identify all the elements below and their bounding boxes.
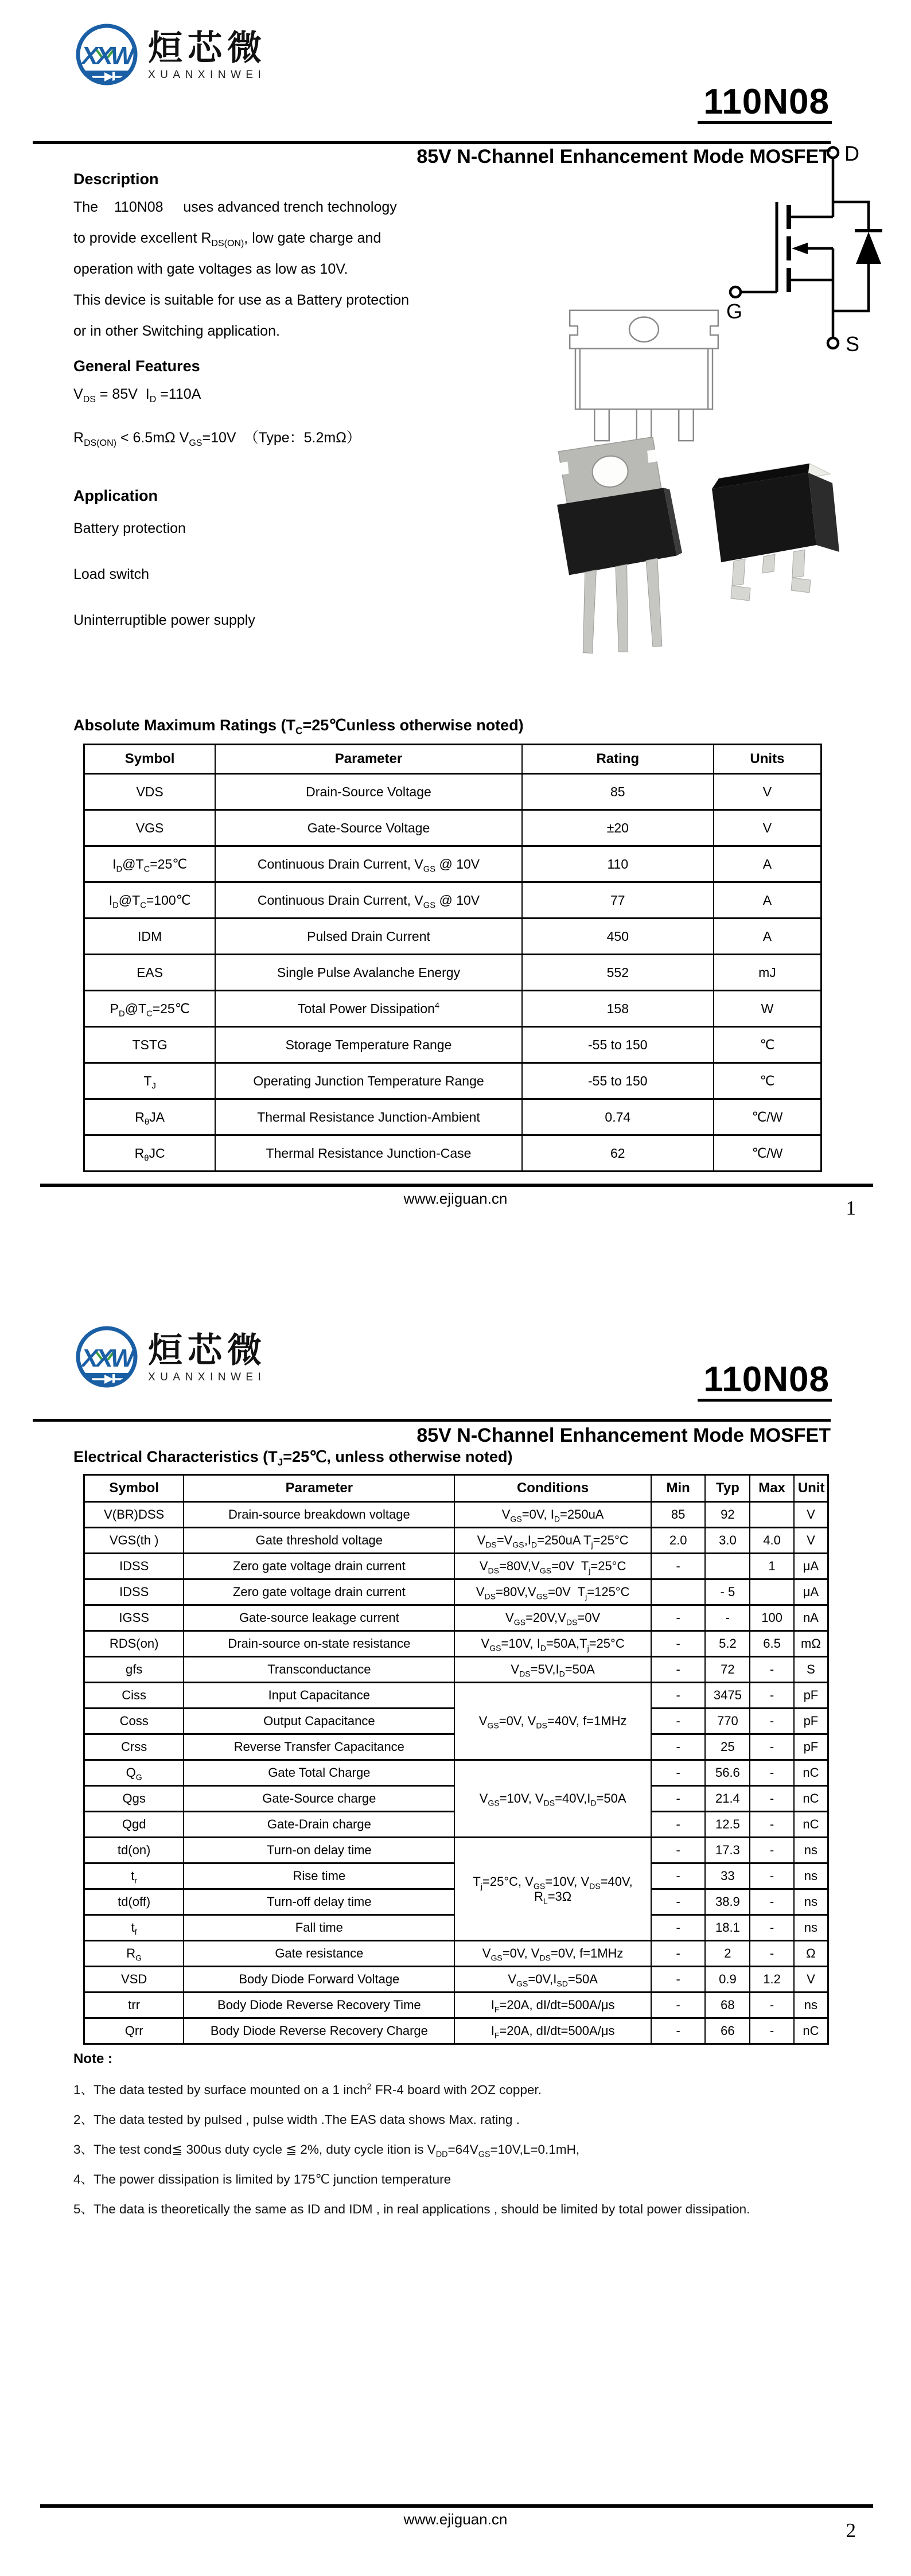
table-row	[84, 1605, 828, 1631]
table-row	[84, 1135, 822, 1172]
table-cell: Qgd	[84, 1812, 184, 1838]
electrical-characteristics-section	[73, 1447, 832, 2045]
column-header: Units	[714, 745, 822, 774]
table-cell: ns	[794, 1863, 828, 1889]
abs-max-table	[83, 744, 822, 1172]
table-row	[84, 1838, 828, 1863]
application-item: Uninterruptible power supply	[73, 612, 255, 628]
table-cell: -	[750, 1657, 794, 1683]
table-cell: -	[750, 1993, 794, 2018]
to220-package-photo	[542, 437, 683, 658]
table-cell: trr	[84, 1993, 184, 2018]
footer-rule	[40, 1184, 873, 1187]
mosfet-symbol-diagram	[724, 145, 896, 374]
table-cell: 158	[522, 991, 714, 1027]
table-cell: V	[794, 1528, 828, 1554]
table-cell: $V_{GS}=10V$, $I_D=50A,T_j=25^\circ C$	[454, 1631, 651, 1657]
abs-max-section	[73, 716, 832, 1172]
table-cell: 33	[705, 1863, 750, 1889]
table-row	[84, 1579, 828, 1605]
table-row	[84, 1063, 822, 1099]
table-cell: Reverse Transfer Capacitance	[184, 1734, 454, 1760]
table-cell: 21.4	[705, 1786, 750, 1812]
table-cell: Gate-Source Voltage	[215, 810, 522, 846]
table-cell: 0.74	[522, 1099, 714, 1135]
table-cell: -	[651, 1915, 706, 1941]
table-row	[84, 1099, 822, 1135]
table-cell: 56.6	[705, 1760, 750, 1786]
table-cell: V	[714, 810, 822, 846]
table-row	[84, 991, 822, 1027]
table-cell: Turn-on delay time	[184, 1838, 454, 1863]
logo-company-name-en: XUANXINWEI	[148, 1371, 266, 1383]
table-cell: $Q_G$	[84, 1760, 184, 1786]
table-cell: 5.2	[705, 1631, 750, 1657]
table-cell: Ciss	[84, 1683, 184, 1709]
table-cell: nC	[794, 1812, 828, 1838]
table-cell: Operating Junction Temperature Range	[215, 1063, 522, 1099]
table-cell: 17.3	[705, 1838, 750, 1863]
table-cell: IGSS	[84, 1605, 184, 1631]
intro-column	[73, 170, 498, 649]
table-cell: pF	[794, 1709, 828, 1734]
table-row	[84, 955, 822, 991]
table-cell: $V_{DS}=5V,I_D=50A$	[454, 1657, 651, 1683]
table-cell: Ω	[794, 1941, 828, 1967]
table-row	[84, 919, 822, 955]
table-cell: $V_{GS}=0V,I_{SD}=50A$	[454, 1967, 651, 1993]
table-cell: -	[750, 1941, 794, 1967]
xxw-logo-icon	[72, 1322, 141, 1392]
description-line: or in other Switching application.	[73, 323, 280, 339]
table-cell: -	[651, 2018, 706, 2044]
table-cell: ℃	[714, 1063, 822, 1099]
table-cell: 66	[705, 2018, 750, 2044]
table-cell: td(off)	[84, 1889, 184, 1915]
table-cell: -	[651, 1838, 706, 1863]
table-cell: $V_{GS}=0V$, $V_{DS}=40V$, f=1MHz	[454, 1683, 651, 1760]
table-cell: $R_\theta JA$	[84, 1099, 216, 1135]
table-cell: $V_{GS}=10V$, $V_{DS}=40V,I_D=50A$	[454, 1760, 651, 1838]
table-cell: -	[651, 1941, 706, 1967]
table-cell: VSD	[84, 1967, 184, 1993]
table-row	[84, 1657, 828, 1683]
table-cell: $P_D@T_C=25℃$	[84, 991, 216, 1027]
page-number: 1	[846, 1197, 856, 1219]
header-rule	[33, 1419, 831, 1422]
table-cell: -	[750, 1838, 794, 1863]
table-cell: 77	[522, 882, 714, 919]
column-header: Parameter	[215, 745, 522, 774]
header-rule	[33, 141, 831, 144]
table-cell: V	[794, 1502, 828, 1528]
table-cell: 770	[705, 1709, 750, 1734]
table-cell: $V_{DS}=V_{GS},I_D=250uA$ $T_j=25^\circ C$	[454, 1528, 651, 1554]
table-cell: Thermal Resistance Junction-Ambient	[215, 1099, 522, 1135]
column-header: Conditions	[454, 1475, 651, 1502]
table-cell: $V_{DS}=80V,V_{GS}=0V$ $T_j=125^\circ C$	[454, 1579, 651, 1605]
table-row	[84, 1967, 828, 1993]
table-cell: 12.5	[705, 1812, 750, 1838]
column-header: Symbol	[84, 745, 216, 774]
table-cell: -	[651, 1760, 706, 1786]
table-cell: -55 to 150	[522, 1063, 714, 1099]
column-header: Parameter	[184, 1475, 454, 1502]
table-cell	[705, 1554, 750, 1579]
abs-max-heading: Absolute Maximum Ratings ($T_C=25℃unless$ otherwise noted)	[73, 717, 524, 737]
table-cell: -	[750, 1889, 794, 1915]
table-cell: Continuous Drain Current, $V_{GS}$ @ 10V	[215, 846, 522, 882]
table-cell: Drain-source on-state resistance	[184, 1631, 454, 1657]
table-cell: Drain-source breakdown voltage	[184, 1502, 454, 1528]
table-cell: Gate-Source charge	[184, 1786, 454, 1812]
table-cell: 552	[522, 955, 714, 991]
table-cell: $V_{GS}=20V,V_{DS}=0V$	[454, 1605, 651, 1631]
table-cell: gfs	[84, 1657, 184, 1683]
table-cell	[750, 1502, 794, 1528]
table-cell: -	[651, 1786, 706, 1812]
d2pak-package-photo	[686, 449, 849, 606]
description-line: This device is suitable for use as a Battery protection	[73, 292, 410, 308]
xxw-logo-icon	[72, 20, 141, 90]
table-cell: Body Diode Forward Voltage	[184, 1967, 454, 1993]
table-cell: Continuous Drain Current, $V_{GS}$ @ 10V	[215, 882, 522, 919]
table-cell: IDM	[84, 919, 216, 955]
product-number: 110N08	[698, 1361, 832, 1402]
table-cell: μA	[794, 1579, 828, 1605]
table-cell: 92	[705, 1502, 750, 1528]
table-cell: 62	[522, 1135, 714, 1172]
table-cell: ns	[794, 1993, 828, 2018]
table-cell: $I_D@T_C=25℃$	[84, 846, 216, 882]
product-number: 110N08	[698, 84, 832, 124]
table-cell: W	[714, 991, 822, 1027]
table-cell: 18.1	[705, 1915, 750, 1941]
table-cell: mΩ	[794, 1631, 828, 1657]
column-header: Rating	[522, 745, 714, 774]
table-cell: ℃/W	[714, 1135, 822, 1172]
column-header: Min	[651, 1475, 706, 1502]
table-cell: -	[651, 1631, 706, 1657]
table-cell: $T_J$	[84, 1063, 216, 1099]
column-header: Max	[750, 1475, 794, 1502]
table-cell: -	[750, 1915, 794, 1941]
table-cell: Output Capacitance	[184, 1709, 454, 1734]
table-row	[84, 1993, 828, 2018]
general-features-list	[73, 379, 498, 466]
note-item: 3、The test cond≦ 300us duty cycle ≦ 2%, duty cycle ition is $V_{DD}=64V_{GS}=10V,L=0.1mH$,	[73, 2142, 580, 2159]
note-item: 1、The data tested by surface mounted on a 1 inch$^2$ FR-4 board with 2OZ copper.	[73, 2082, 542, 2097]
table-cell: 1.2	[750, 1967, 794, 1993]
logo-company-name-cn: 烜芯微	[148, 29, 267, 67]
elec-heading: Electrical Characteristics ($T_J=25℃$, unless otherwise noted)	[73, 1448, 513, 1468]
table-row	[84, 882, 822, 919]
terminal-label-source: S	[846, 332, 860, 356]
table-cell: ns	[794, 1838, 828, 1863]
notes-list	[73, 2075, 836, 2224]
table-cell: nC	[794, 1760, 828, 1786]
table-row	[84, 1941, 828, 1967]
table-cell	[750, 1579, 794, 1605]
table-cell: 3475	[705, 1683, 750, 1709]
table-cell: Body Diode Reverse Recovery Time	[184, 1993, 454, 2018]
table-cell: -	[750, 1760, 794, 1786]
table-cell: Qrr	[84, 2018, 184, 2044]
table-cell: nC	[794, 1786, 828, 1812]
table-cell: Pulsed Drain Current	[215, 919, 522, 955]
table-cell: Fall time	[184, 1915, 454, 1941]
table-cell: -	[750, 1683, 794, 1709]
table-cell: VDS	[84, 774, 216, 810]
notes-heading: Note :	[73, 2051, 112, 2067]
table-cell: -	[651, 1967, 706, 1993]
logo-company-name-en: XUANXINWEI	[148, 69, 266, 81]
table-cell: -	[651, 1554, 706, 1579]
table-cell	[651, 1579, 706, 1605]
table-cell: $R_\theta JC$	[84, 1135, 216, 1172]
table-cell: -	[750, 2018, 794, 2044]
table-cell: $R_G$	[84, 1941, 184, 1967]
table-row	[84, 1528, 828, 1554]
application-item: Load switch	[73, 566, 150, 582]
table-cell: Thermal Resistance Junction-Case	[215, 1135, 522, 1172]
table-cell: Gate-source leakage current	[184, 1605, 454, 1631]
column-header: Unit	[794, 1475, 828, 1502]
logo-company-name-cn: 烜芯微	[148, 1331, 267, 1369]
table-cell: nA	[794, 1605, 828, 1631]
table-cell: IDSS	[84, 1554, 184, 1579]
table-cell: 450	[522, 919, 714, 955]
table-row	[84, 846, 822, 882]
table-cell: 25	[705, 1734, 750, 1760]
table-cell: Turn-off delay time	[184, 1889, 454, 1915]
column-header: Symbol	[84, 1475, 184, 1502]
table-row	[84, 810, 822, 846]
table-cell: pF	[794, 1683, 828, 1709]
table-cell: -	[750, 1709, 794, 1734]
table-cell: $t_f$	[84, 1915, 184, 1941]
table-cell: V	[794, 1967, 828, 1993]
table-header-row	[84, 1475, 828, 1502]
table-row	[84, 1683, 828, 1709]
footer-url: www.ejiguan.cn	[403, 2511, 508, 2528]
table-cell: -	[651, 1812, 706, 1838]
terminal-label-drain: D	[844, 145, 859, 165]
footer-url: www.ejiguan.cn	[403, 1190, 508, 1207]
table-cell: Gate resistance	[184, 1941, 454, 1967]
general-features-heading: General Features	[73, 357, 200, 375]
table-cell: 3.0	[705, 1528, 750, 1554]
table-cell: A	[714, 882, 822, 919]
table-cell: 100	[750, 1605, 794, 1631]
terminal-label-gate: G	[726, 299, 743, 323]
package-outline-drawing	[559, 307, 729, 445]
page-subtitle: 85V N-Channel Enhancement Mode MOSFET	[416, 146, 831, 168]
table-cell: Gate threshold voltage	[184, 1528, 454, 1554]
description-line: operation with gate voltages as low as 10V.	[73, 261, 348, 277]
table-cell: $I_F=20A$, dI/dt=500A/μs	[454, 1993, 651, 2018]
table-cell: $V_{GS}=0V$, $V_{DS}=0V$, f=1MHz	[454, 1941, 651, 1967]
table-cell: ns	[794, 1915, 828, 1941]
note-item: 5、The data is theoretically the same as ID and IDM , in real applications , should be limited by total power dissipation.	[73, 2202, 750, 2216]
table-cell: 110	[522, 846, 714, 882]
description-text	[73, 199, 498, 353]
table-cell: -	[750, 1863, 794, 1889]
table-cell: $I_D@T_C=100℃$	[84, 882, 216, 919]
notes-section	[73, 2051, 836, 2224]
table-cell: Total Power Dissipation$^4$	[215, 991, 522, 1027]
application-list	[73, 512, 498, 649]
table-cell: TSTG	[84, 1027, 216, 1063]
table-cell: Storage Temperature Range	[215, 1027, 522, 1063]
description-line: The 110N08 uses advanced trench technology	[73, 199, 397, 215]
feature-item: $R_{DS(ON)} < 6.5m\Omega$ $V_{GS}=10V$ （Type：5.2mΩ）	[73, 430, 361, 448]
table-cell: -	[750, 1786, 794, 1812]
company-logo	[72, 1322, 267, 1392]
table-cell: RDS(on)	[84, 1631, 184, 1657]
table-cell: VGS(th )	[84, 1528, 184, 1554]
company-logo	[72, 20, 267, 90]
table-cell: -	[651, 1734, 706, 1760]
table-cell: 4.0	[750, 1528, 794, 1554]
note-item: 2、The data tested by pulsed , pulse width .The EAS data shows Max. rating .	[73, 2112, 520, 2127]
table-row	[84, 2018, 828, 2044]
table-cell: td(on)	[84, 1838, 184, 1863]
table-row	[84, 1027, 822, 1063]
table-cell: Drain-Source Voltage	[215, 774, 522, 810]
footer-rule	[40, 2504, 873, 2508]
table-cell: V	[714, 774, 822, 810]
table-cell: 72	[705, 1657, 750, 1683]
table-cell: - 5	[705, 1579, 750, 1605]
elec-table	[83, 1474, 829, 2045]
column-header: Typ	[705, 1475, 750, 1502]
table-cell: -	[651, 1683, 706, 1709]
table-cell: pF	[794, 1734, 828, 1760]
table-cell: Single Pulse Avalanche Energy	[215, 955, 522, 991]
datasheet-page-2	[0, 1288, 911, 2576]
table-cell: 6.5	[750, 1631, 794, 1657]
table-cell: -	[651, 1889, 706, 1915]
table-cell: 2.0	[651, 1528, 706, 1554]
table-cell: Coss	[84, 1709, 184, 1734]
table-cell: -	[651, 1709, 706, 1734]
table-cell: 68	[705, 1993, 750, 2018]
table-cell: -	[750, 1734, 794, 1760]
table-cell: Body Diode Reverse Recovery Charge	[184, 2018, 454, 2044]
application-heading: Application	[73, 487, 158, 504]
table-cell: 0.9	[705, 1967, 750, 1993]
table-cell: Zero gate voltage drain current	[184, 1579, 454, 1605]
table-cell: EAS	[84, 955, 216, 991]
table-cell: -	[651, 1657, 706, 1683]
table-cell: Gate-Drain charge	[184, 1812, 454, 1838]
table-cell: Input Capacitance	[184, 1683, 454, 1709]
table-cell: $t_r$	[84, 1863, 184, 1889]
table-cell: Gate Total Charge	[184, 1760, 454, 1786]
table-cell: $V_{DS}=80V,V_{GS}=0V$ $T_j=25^\circ C$	[454, 1554, 651, 1579]
table-cell: ℃/W	[714, 1099, 822, 1135]
application-item: Battery protection	[73, 520, 186, 536]
table-cell: nC	[794, 2018, 828, 2044]
table-row	[84, 1502, 828, 1528]
table-row	[84, 1760, 828, 1786]
logo-monogram: XXW	[81, 42, 133, 70]
table-cell: μA	[794, 1554, 828, 1579]
table-cell: VGS	[84, 810, 216, 846]
table-cell: -	[705, 1605, 750, 1631]
table-cell: Crss	[84, 1734, 184, 1760]
table-cell: ℃	[714, 1027, 822, 1063]
table-cell: S	[794, 1657, 828, 1683]
table-row	[84, 1631, 828, 1657]
table-cell: $T_j=25^\circ C$, $V_{GS}=10V$, $V_{DS}=40V$, $R_L=3\Omega$	[454, 1838, 651, 1941]
description-heading: Description	[73, 170, 159, 188]
table-cell: 1	[750, 1554, 794, 1579]
table-cell: V(BR)DSS	[84, 1502, 184, 1528]
table-cell: ns	[794, 1889, 828, 1915]
table-cell: IDSS	[84, 1579, 184, 1605]
table-cell: 38.9	[705, 1889, 750, 1915]
table-cell: ±20	[522, 810, 714, 846]
table-cell: Rise time	[184, 1863, 454, 1889]
table-row	[84, 774, 822, 810]
note-item: 4、The power dissipation is limited by 175℃ junction temperature	[73, 2172, 451, 2186]
table-cell: A	[714, 919, 822, 955]
table-header-row	[84, 745, 822, 774]
table-cell: Zero gate voltage drain current	[184, 1554, 454, 1579]
table-cell: A	[714, 846, 822, 882]
table-cell: 85	[522, 774, 714, 810]
table-cell: Transconductance	[184, 1657, 454, 1683]
feature-item: $V_{DS} = 85V$ $I_D =110A$	[73, 386, 201, 404]
table-cell: -	[750, 1812, 794, 1838]
description-line: to provide excellent $R_{DS(ON)}$, low gate charge and	[73, 230, 381, 248]
logo-monogram: XXW	[81, 1344, 133, 1372]
table-cell: -55 to 150	[522, 1027, 714, 1063]
table-cell: $V_{GS}=0V$, $I_D=250uA$	[454, 1502, 651, 1528]
table-cell: mJ	[714, 955, 822, 991]
table-cell: -	[651, 1993, 706, 2018]
table-cell: 85	[651, 1502, 706, 1528]
table-cell: Qgs	[84, 1786, 184, 1812]
table-cell: -	[651, 1863, 706, 1889]
page-number: 2	[846, 2519, 856, 2542]
page-subtitle: 85V N-Channel Enhancement Mode MOSFET	[416, 1425, 831, 1446]
table-cell: 2	[705, 1941, 750, 1967]
table-cell: $I_F=20A$, dI/dt=500A/μs	[454, 2018, 651, 2044]
table-cell: -	[651, 1605, 706, 1631]
table-row	[84, 1554, 828, 1579]
